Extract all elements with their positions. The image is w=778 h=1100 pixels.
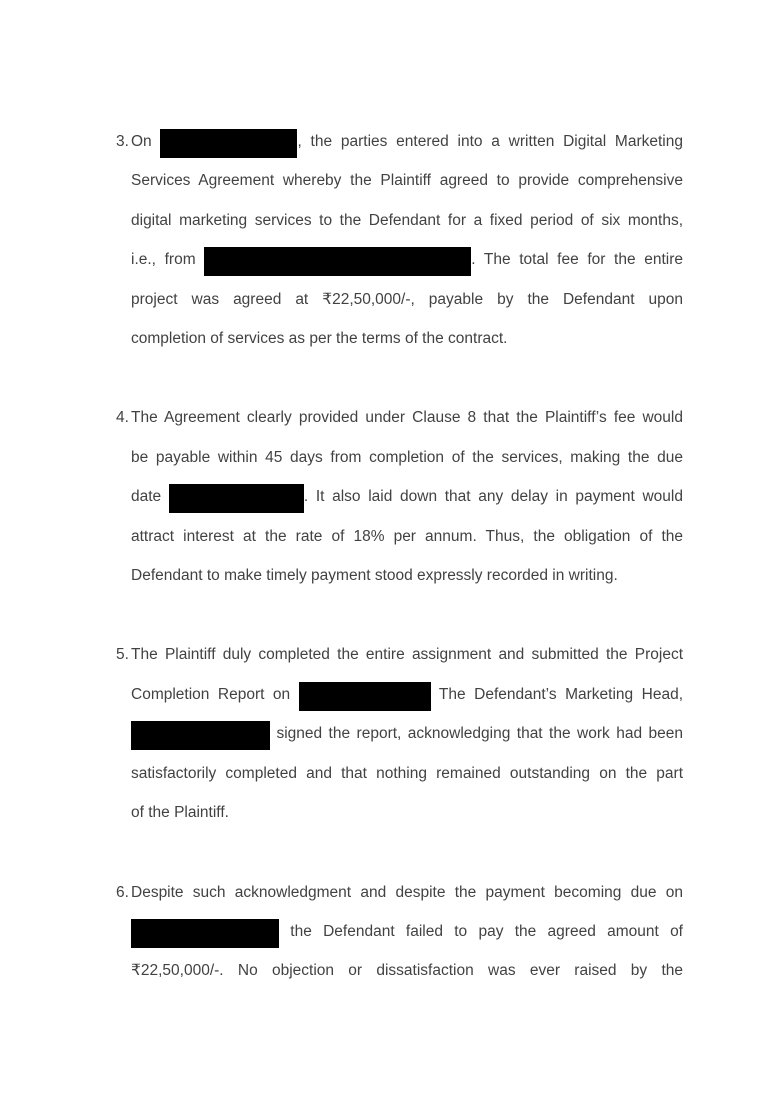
text-run: of the Plaintiff. xyxy=(131,804,229,822)
paragraph-number: 4. xyxy=(116,409,129,427)
text-run: Despite such acknowledgment and despite the payment becoming due on xyxy=(131,883,683,901)
text-line xyxy=(131,556,683,595)
paragraph-number: 5. xyxy=(116,646,129,664)
text-run: The Plaintiff duly completed the entire assignment and submitted the Project xyxy=(131,646,683,664)
text-run: attract interest at the rate of 18% per annum. Thus, the obligation of the xyxy=(131,527,683,545)
text-line xyxy=(131,517,683,556)
text-run: Services Agreement whereby the Plaintiff agreed to provide comprehensive xyxy=(131,172,683,190)
text-line xyxy=(131,398,683,437)
text-run: . The total fee for the entire xyxy=(471,251,683,269)
text-line xyxy=(131,122,683,161)
text-run: satisfactorily completed and that nothing remained outstanding on the part xyxy=(131,764,683,782)
paragraph-list xyxy=(116,122,683,991)
text-line xyxy=(131,319,683,358)
text-run: , the parties entered into a written Digital Marketing xyxy=(297,133,683,150)
paragraph-number: 3. xyxy=(116,133,129,150)
text-run: project was agreed at ₹22,50,000/-, payable by the Defendant upon xyxy=(131,290,683,308)
numbered-paragraph xyxy=(116,398,683,595)
text-run: the Defendant failed to pay the agreed amount of xyxy=(279,922,683,940)
text-line xyxy=(131,635,683,674)
redaction-box xyxy=(131,721,270,750)
text-run: . It also laid down that any delay in payment would xyxy=(303,488,683,506)
paragraph-number: 6. xyxy=(116,883,129,901)
redaction-box xyxy=(169,484,304,513)
text-line xyxy=(131,201,683,240)
redaction-box xyxy=(299,682,431,711)
text-run: The Defendant’s Marketing Head, xyxy=(430,685,683,703)
numbered-paragraph xyxy=(116,122,683,358)
text-line xyxy=(131,280,683,319)
document-content xyxy=(116,122,683,991)
text-line xyxy=(131,161,683,200)
text-line xyxy=(131,873,683,912)
redaction-box xyxy=(131,919,279,948)
text-run: The Agreement clearly provided under Clause 8 that the Plaintiff’s fee would xyxy=(131,409,683,427)
numbered-paragraph xyxy=(116,635,683,832)
text-run: completion of services as per the terms of the contract. xyxy=(131,330,508,348)
text-line xyxy=(131,240,683,279)
text-run: date xyxy=(131,488,169,506)
text-run: digital marketing services to the Defendant for a fixed period of six months, xyxy=(131,211,683,229)
text-line xyxy=(131,477,683,516)
text-run: Defendant to make timely payment stood expressly recorded in writing. xyxy=(131,567,618,585)
text-line xyxy=(131,912,683,951)
text-run: be payable within 45 days from completion of the services, making the due xyxy=(131,448,683,466)
text-line xyxy=(131,754,683,793)
text-run: i.e., from xyxy=(131,251,205,269)
redaction-box xyxy=(204,247,471,276)
text-run: ₹22,50,000/-. No objection or dissatisfaction was ever raised by the xyxy=(131,962,683,980)
text-line xyxy=(131,951,683,990)
text-line xyxy=(131,714,683,753)
text-line xyxy=(131,438,683,477)
text-line xyxy=(131,675,683,714)
text-line xyxy=(131,793,683,832)
text-run: On xyxy=(131,133,161,150)
text-run: signed the report, acknowledging that the work had been xyxy=(270,725,683,743)
numbered-paragraph xyxy=(116,873,683,991)
redaction-box xyxy=(160,129,297,158)
text-run: Completion Report on xyxy=(131,685,299,703)
